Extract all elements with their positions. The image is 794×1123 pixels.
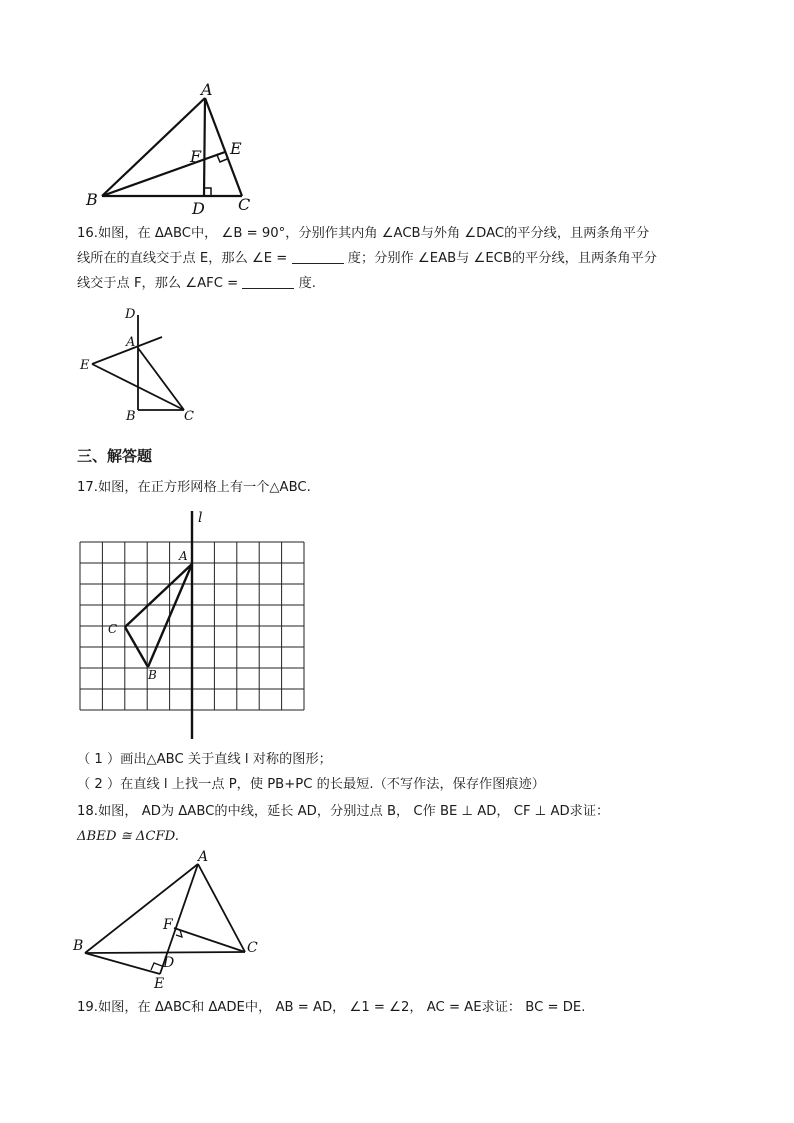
q16-line3-a: 线交于点 F，那么 ∠AFC = [77, 276, 239, 291]
label-B: B [86, 190, 98, 209]
label-A: A [179, 549, 188, 563]
label-E: E [154, 976, 165, 992]
figure-q17-grid [78, 507, 310, 741]
answer-blank-1[interactable] [292, 249, 344, 264]
label-D: D [192, 199, 205, 218]
label-A: A [201, 80, 213, 99]
q16-line2 [77, 249, 657, 269]
label-B: B [126, 409, 136, 424]
label-C: C [184, 409, 194, 424]
q17-part2: （ 2 ）在直线 l 上找一点 P，使 PB+PC 的长最短.（不写作法，保存作图痕迹） [77, 777, 545, 792]
label-D: D [163, 955, 175, 971]
label-E: E [80, 358, 90, 373]
q17-stem: 17.如图，在正方形网格上有一个△ABC. [77, 480, 311, 495]
label-C: C [238, 195, 251, 214]
q16-line2-b: 度；分别作 ∠EAB与 ∠ECB的平分线，且两条角平分 [347, 251, 657, 266]
figure-q15 [80, 80, 280, 220]
label-l: l [198, 510, 203, 526]
q19-line1: 19.如图，在 ΔABC和 ΔADE中， AB = AD， ∠1 = ∠2， AC = AE求证： BC = DE. [77, 1000, 586, 1015]
q17-part1: （ 1 ）画出△ABC 关于直线 l 对称的图形； [77, 752, 332, 767]
label-E: E [230, 139, 242, 158]
label-B: B [73, 938, 84, 954]
label-F: F [190, 147, 202, 166]
label-C: C [247, 940, 258, 956]
label-D: D [125, 307, 136, 322]
figure-q18 [70, 846, 270, 994]
q16-line1: 16.如图，在 ΔABC中， ∠B = 90°，分别作其内角 ∠ACB与外角 ∠DAC的平分线，且两条角平分 [77, 226, 650, 241]
q18-line2: ΔBED ≅ ΔCFD. [77, 829, 179, 844]
q18-line1: 18.如图， AD为 ΔABC的中线，延长 AD，分别过点 B， C作 BE ⊥ AD， CF ⊥ AD求证： [77, 804, 610, 819]
section-title: 三、解答题 [77, 447, 153, 465]
q16-line3-b: 度. [298, 276, 316, 291]
q16-line3 [77, 274, 316, 294]
figure-q16 [78, 302, 208, 427]
label-A: A [198, 849, 209, 865]
label-A: A [126, 335, 136, 350]
label-B: B [148, 668, 157, 682]
label-C: C [108, 622, 118, 636]
answer-blank-2[interactable] [242, 274, 294, 289]
q16-line2-a: 线所在的直线交于点 E，那么 ∠E = [77, 251, 288, 266]
label-F: F [163, 917, 173, 933]
